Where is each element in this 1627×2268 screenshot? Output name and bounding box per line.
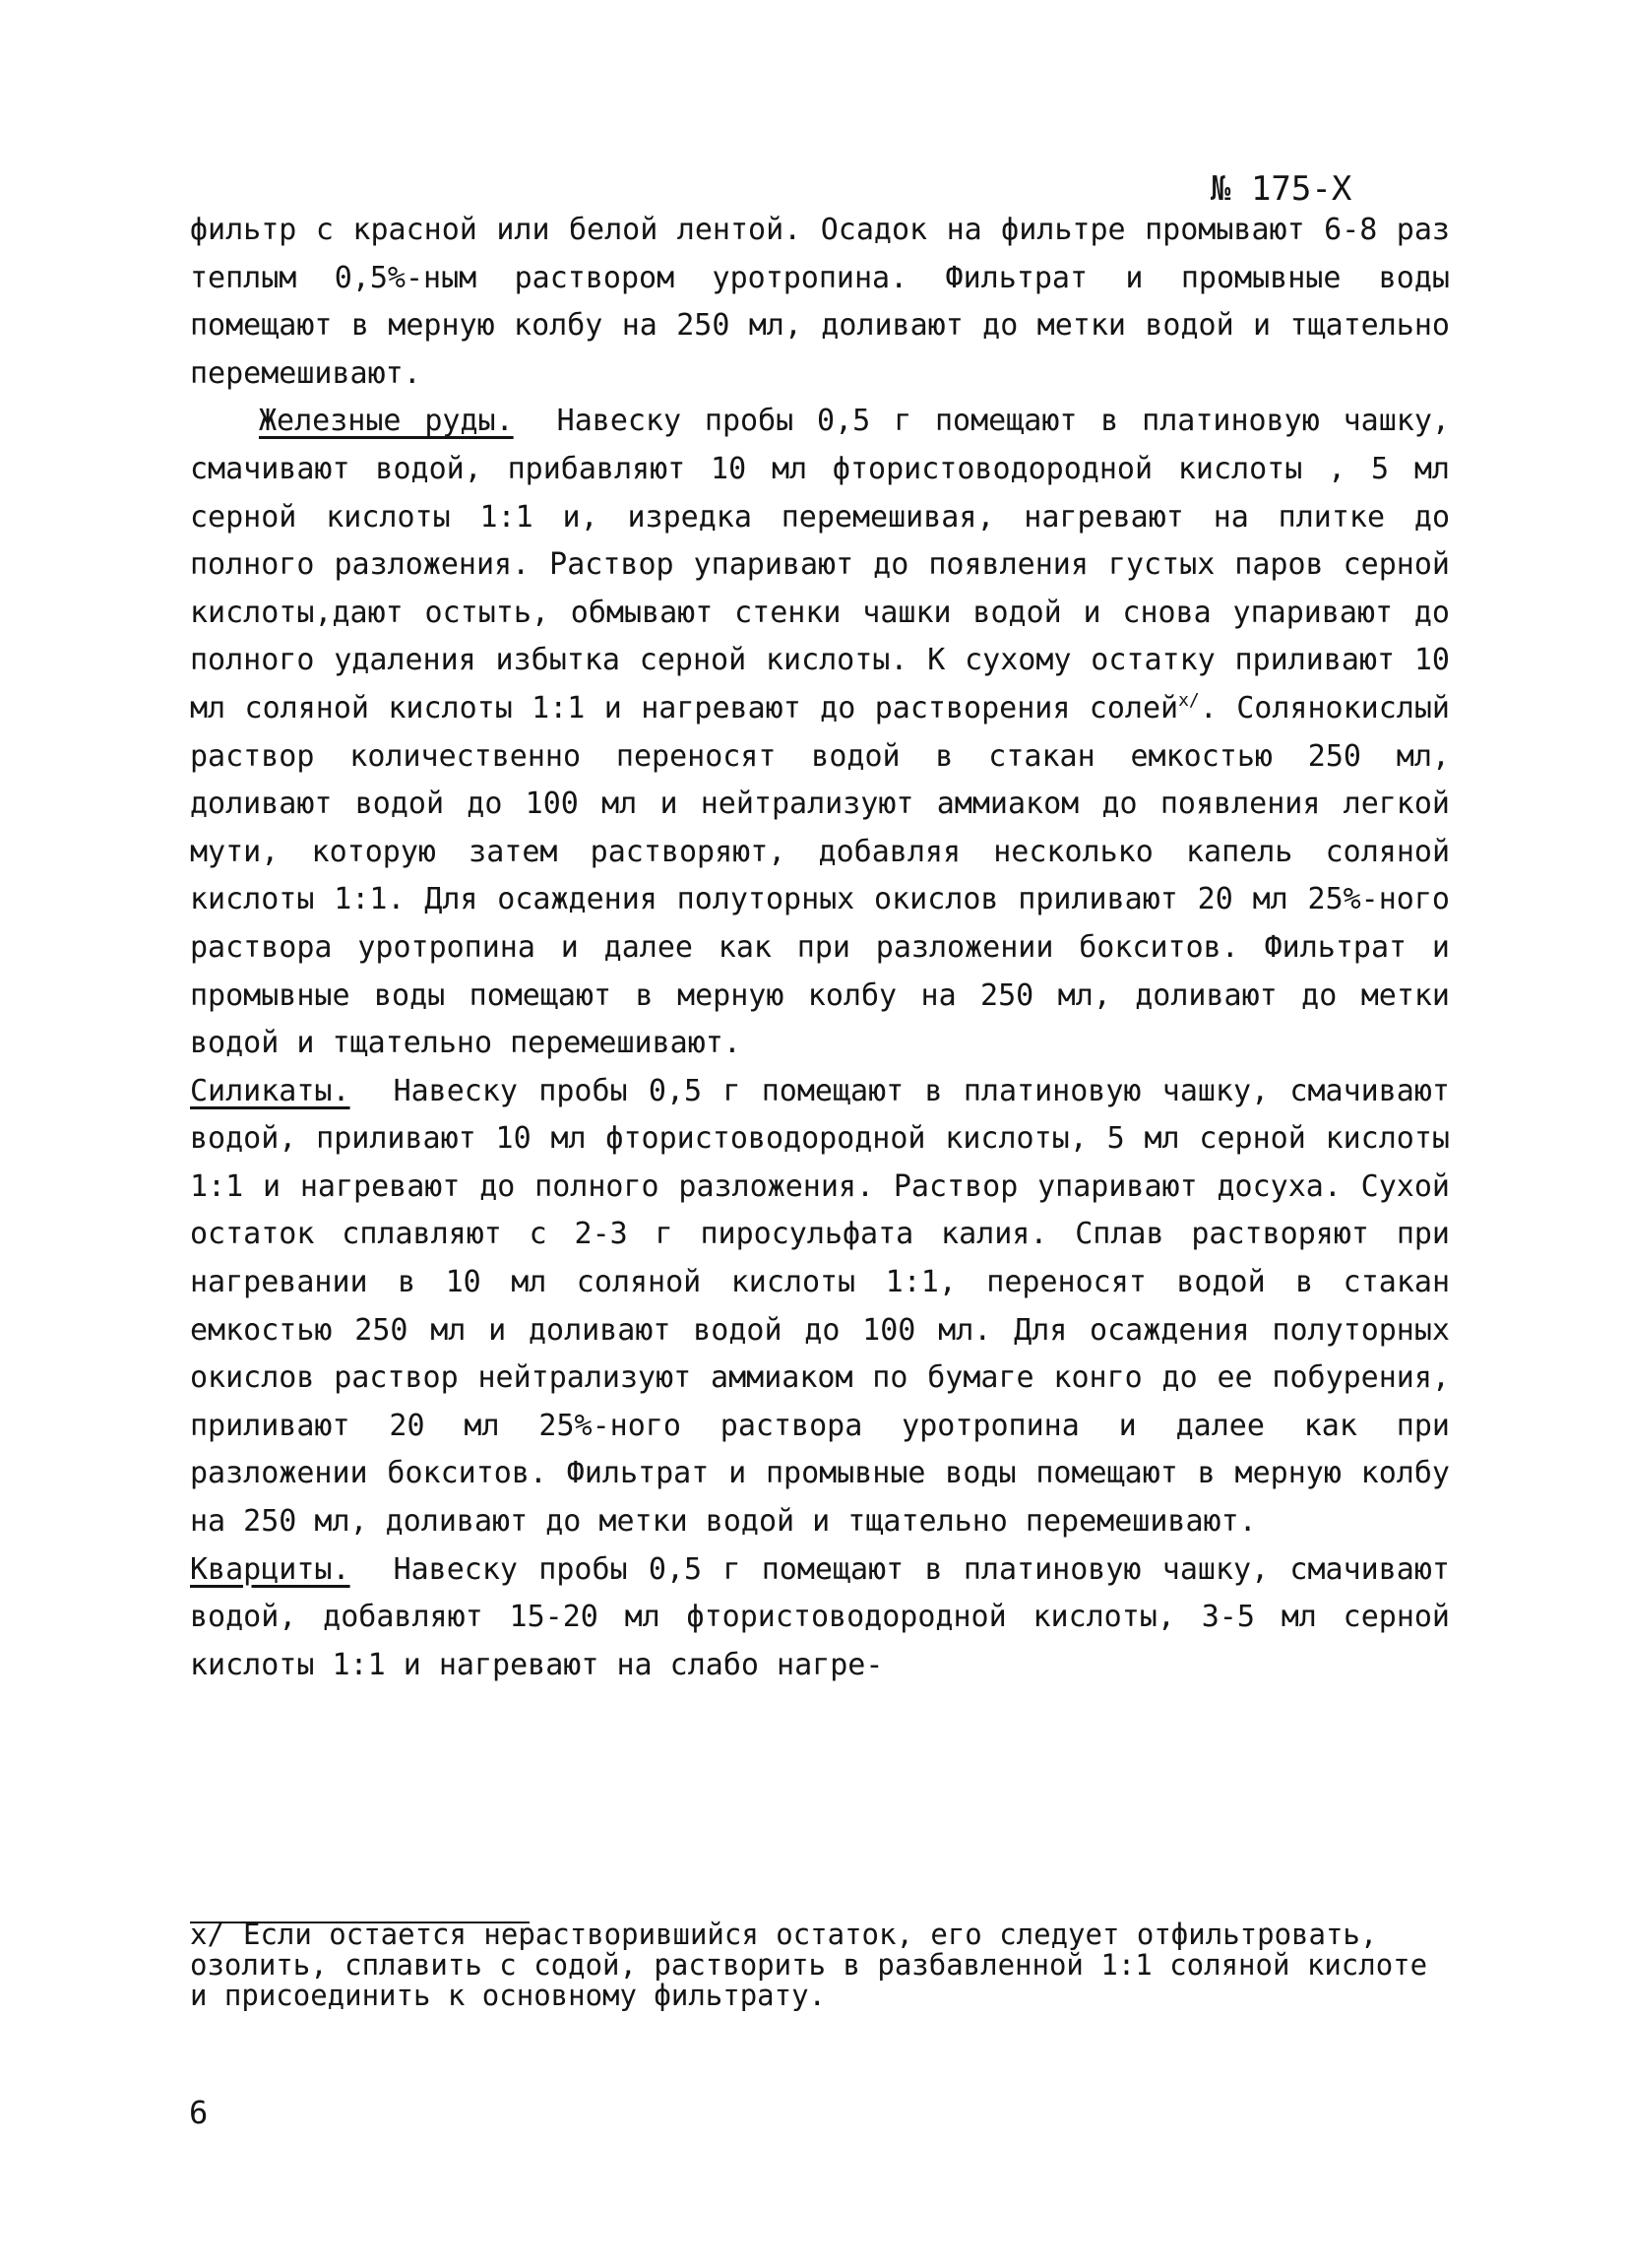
- section-heading-silicates: Силикаты.: [190, 1073, 350, 1108]
- footnote-reference: x/: [1178, 689, 1200, 711]
- footnote: [190, 1920, 1460, 2011]
- paragraph-text: Навеску пробы 0,5 г помещают в платиновую чашку, смачивают водой, добавляют 15-20 мл фтористоводородной кислоты, 3-5 мл серной кислоты 1:1 и нагревают на слабо нагре-: [190, 1551, 1450, 1682]
- section-heading-quartzites: Кварциты.: [190, 1551, 350, 1587]
- footnote-marker: x/: [190, 1918, 224, 1951]
- paragraph-text: фильтр с красной или белой лентой. Осадок на фильтре промывают 6-8 раз теплым 0,5%-ным раствором уротропина. Фильтрат и промывные воды помещают в мерную колбу на 250 мл, доливают до метки водой и тщательно перемешивают.: [190, 213, 1450, 391]
- paragraph-silicates: [190, 1068, 1450, 1546]
- paragraph-text: Навеску пробы 0,5 г помещают в платиновую чашку, смачивают водой, приливают 10 мл фтористоводородной кислоты, 5 мл серной кислоты 1:1 и нагревают до полного разложения. Раствор упаривают досуха. Сухой остаток сплавляют с 2-3 г пиросульфата калия. Сплав растворяют при нагревании в 10 мл соляной кислоты 1:1, переносят водой в стакан емкостью 250 мл и доливают водой до 100 мл. Для осаждения полуторных окислов раствор нейтрализуют аммиаком по бумаге конго до ее побурения, приливают 20 мл 25%-ного раствора уротропина и далее как при разложении бокситов. Фильтрат и промывные воды помещают в мерную колбу на 250 мл, доливают до метки водой и тщательно перемешивают.: [190, 1073, 1450, 1540]
- paragraph-text-continued: . Солянокислый раствор количественно переносят водой в стакан емкостью 250 мл, доливают водой до 100 мл и нейтрализуют аммиаком до появления легкой мути, которую затем растворяют, добавляя несколько капель соляной кислоты 1:1. Для осаждения полуторных окислов приливают 20 мл 25%-ного раствора уротропина и далее как при разложении бокситов. Фильтрат и промывные воды помещают в мерную колбу на 250 мл, доливают до метки водой и тщательно перемешивают.: [190, 690, 1450, 1061]
- section-heading-iron-ores: Железные руды.: [259, 404, 514, 439]
- document-body: [190, 207, 1450, 1689]
- page-number: 6: [189, 2094, 209, 2131]
- paragraph-continuation: [190, 207, 1450, 398]
- paragraph-text: Навеску пробы 0,5 г помещают в платиновую чашку, смачивают водой, прибавляют 10 мл фтористоводородной кислоты , 5 мл серной кислоты 1:1 и, изредка перемешивая, нагревают на плитке до полного разложения. Раствор упаривают до появления густых паров серной кислоты,дают остыть, обмывают стенки чашки водой и снова упаривают до полного удаления избытка серной кислоты. К сухому остатку приливают 10 мл соляной кислоты 1:1 и нагревают до растворения солей: [190, 404, 1450, 725]
- paragraph-iron-ores: [190, 398, 1450, 1067]
- paragraph-quartzites: [190, 1546, 1450, 1690]
- footnote-text: Если остается нерастворившийся остаток, его следует отфильтровать, озолить, сплавить с содой, растворить в разбавленной 1:1 соляной кислоте и присоединить к основному фильтрату.: [190, 1918, 1428, 2012]
- document-number: № 175-Х: [1211, 169, 1352, 209]
